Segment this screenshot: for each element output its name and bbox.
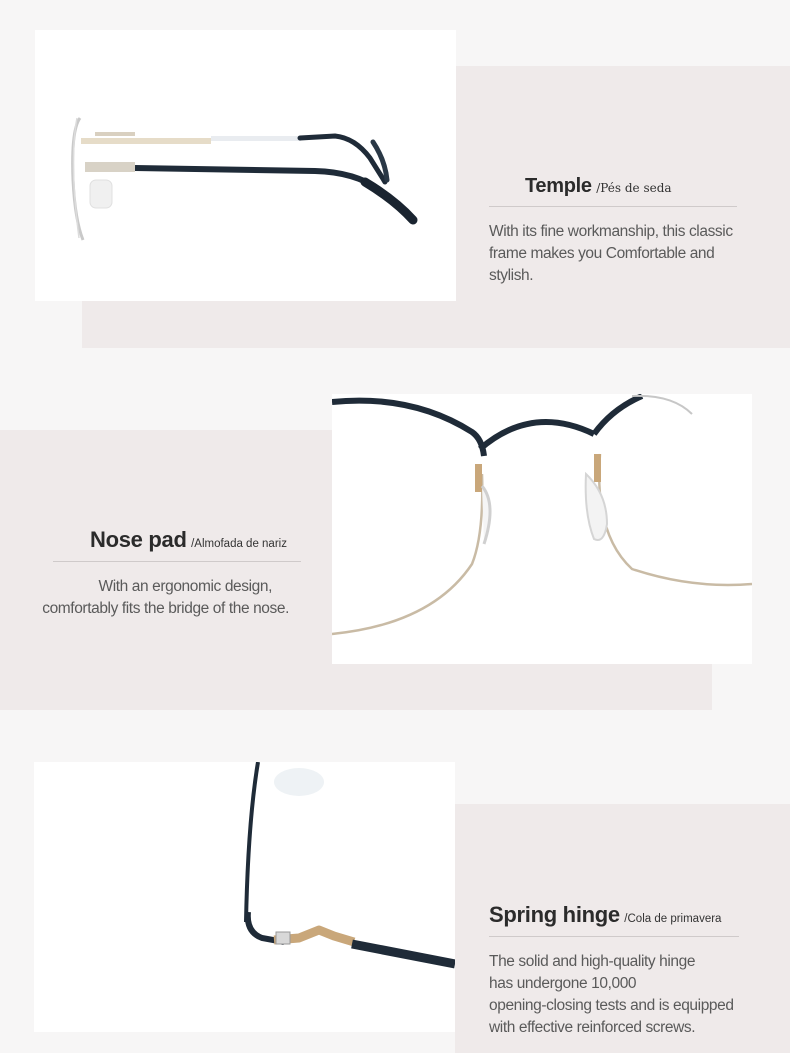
nose-pad-feature: [25, 527, 302, 620]
spring-hinge-description: [489, 951, 739, 1039]
temple-description-line: With its fine workmanship, this classic: [489, 223, 733, 240]
glasses-temple-side-view-icon: [35, 30, 456, 301]
temple-description: [489, 221, 737, 287]
nose-pad-description: [25, 576, 302, 620]
spring-hinge-title: Spring hinge: [489, 902, 620, 927]
glasses-spring-hinge-closeup-icon: [34, 762, 455, 1032]
nose-pad-divider: [53, 561, 301, 562]
spring-hinge-photo: [34, 762, 455, 1032]
spring-hinge-description-line: The solid and high-quality hinge: [489, 953, 696, 970]
temple-description-line: frame makes you Comfortable and: [489, 245, 715, 262]
temple-subtitle: /Pés de seda: [596, 181, 672, 195]
temple-feature: [489, 175, 737, 287]
nose-pad-description-line: With an ergonomic design,: [98, 578, 272, 595]
nose-pad-photo: [332, 394, 752, 664]
temple-title: Temple: [525, 175, 592, 197]
spring-hinge-description-line: opening-closing tests and is equipped: [489, 997, 734, 1014]
spring-hinge-description-line: has undergone 10,000: [489, 975, 637, 992]
spring-hinge-description-line: with effective reinforced screws.: [489, 1019, 696, 1036]
spring-hinge-subtitle: /Cola de primavera: [624, 913, 722, 925]
temple-description-line: stylish.: [489, 267, 534, 284]
nose-pad-title: Nose pad: [90, 527, 187, 552]
nose-pad-description-line: comfortably fits the bridge of the nose.: [42, 600, 289, 617]
temple-divider: [489, 206, 737, 207]
spring-hinge-feature: [489, 902, 739, 1039]
spring-hinge-divider: [489, 936, 739, 937]
glasses-nose-pad-closeup-icon: [332, 394, 752, 664]
temple-photo: [35, 30, 456, 301]
nose-pad-subtitle: /Almofada de nariz: [191, 538, 287, 550]
